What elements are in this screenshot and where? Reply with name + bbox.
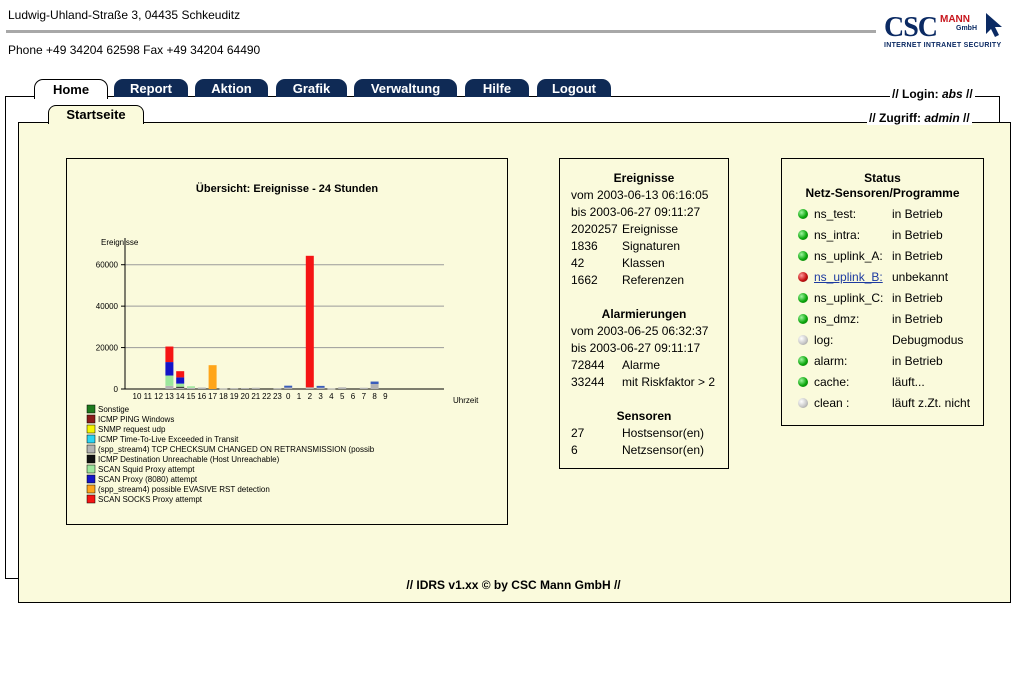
- tab-hilfe[interactable]: Hilfe: [465, 79, 529, 97]
- events-chart: [67, 159, 507, 524]
- hostsensor-label: Hostsensor(en): [622, 426, 705, 440]
- chart-bar-segment: [176, 384, 184, 387]
- x-tick-label: 20: [240, 392, 250, 401]
- chart-bar-segment: [219, 388, 227, 389]
- alarms-value: 72844: [571, 358, 605, 372]
- status-item-name: ns_intra:: [814, 228, 861, 242]
- legend-label: ICMP PING Windows: [98, 415, 175, 424]
- chart-bar-segment: [176, 377, 184, 383]
- x-tick-label: 14: [175, 392, 185, 401]
- x-tick-label: 16: [197, 392, 207, 401]
- legend-label: (spp_stream4) TCP CHECKSUM CHANGED ON RETRANSMISSION (possib: [98, 445, 375, 454]
- x-tick-label: 7: [361, 392, 367, 401]
- x-tick-label: 15: [186, 392, 196, 401]
- alarms-to: bis 2003-06-27 09:11:17: [571, 341, 701, 355]
- x-tick-label: 19: [229, 392, 239, 401]
- tab-home[interactable]: Home: [34, 79, 108, 99]
- x-tick-label: 0: [285, 392, 291, 401]
- tab-verwaltung[interactable]: Verwaltung: [354, 79, 457, 97]
- events-to: bis 2003-06-27 09:11:27: [571, 205, 701, 219]
- chart-bar-segment: [187, 386, 195, 387]
- signatures-value: 1836: [571, 239, 598, 253]
- access-info: [867, 111, 972, 125]
- x-tick-label: 1: [296, 392, 302, 401]
- login-info: [890, 87, 975, 101]
- x-tick-label: 9: [383, 392, 388, 401]
- status-item-state: in Betrieb: [892, 354, 943, 368]
- tab-report[interactable]: Report: [114, 79, 188, 97]
- events-count-label: Ereignisse: [622, 222, 679, 236]
- chart-bar-segment: [317, 386, 325, 388]
- events-title: Ereignisse: [613, 171, 675, 185]
- login-user: abs: [942, 87, 963, 101]
- x-tick-label: 3: [318, 392, 323, 401]
- status-item-state: in Betrieb: [892, 291, 943, 305]
- status-green-indicator-icon: [798, 251, 808, 261]
- references-label: Referenzen: [622, 273, 685, 287]
- legend-swatch: [87, 425, 95, 433]
- status-item-name: ns_uplink_C:: [814, 291, 884, 305]
- chart-bar-segment: [338, 387, 346, 389]
- logo-mann: MANN: [940, 14, 970, 25]
- x-tick-label: 17: [208, 392, 218, 401]
- logo-gmbh: GmbH: [956, 25, 977, 32]
- alarms-label: Alarme: [622, 358, 661, 372]
- status-green-indicator-icon: [798, 230, 808, 240]
- status-grey-indicator-icon: [798, 335, 808, 345]
- signatures-label: Signaturen: [622, 239, 681, 253]
- status-subtitle: Netz-Sensoren/Programme: [805, 186, 960, 200]
- events-summary-panel: [559, 158, 729, 469]
- events-chart-panel: [66, 158, 508, 525]
- legend-label: SNMP request udp: [98, 425, 166, 434]
- status-item-state: unbekannt: [892, 270, 949, 284]
- status-item-name: alarm:: [814, 354, 848, 368]
- status-panel: [781, 158, 984, 426]
- status-item-name[interactable]: ns_uplink_B:: [814, 270, 883, 284]
- chart-bar-segment: [371, 384, 379, 389]
- x-tick-label: 12: [154, 392, 164, 401]
- legend-swatch: [87, 455, 95, 463]
- chart-bar-segment: [284, 386, 292, 388]
- sensors-title: Sensoren: [616, 409, 672, 423]
- status-item-name: ns_test:: [814, 207, 857, 221]
- tab-logout[interactable]: Logout: [537, 79, 611, 97]
- chart-bar-segment: [165, 376, 173, 386]
- y-tick-label: 40000: [95, 302, 118, 312]
- status-green-indicator-icon: [798, 209, 808, 219]
- status-green-indicator-icon: [798, 314, 808, 324]
- chart-bar-segment: [360, 388, 368, 389]
- status-green-indicator-icon: [798, 356, 808, 366]
- y-axis-label: Ereignisse: [101, 238, 139, 247]
- references-value: 1662: [571, 273, 598, 287]
- x-tick-label: 8: [372, 392, 377, 401]
- status-item-name: clean :: [814, 396, 850, 410]
- x-tick-label: 11: [143, 392, 152, 401]
- legend-swatch: [87, 405, 95, 413]
- chart-bar-segment: [306, 387, 314, 389]
- chart-bar-segment: [371, 382, 379, 384]
- chart-bar-segment: [165, 362, 173, 375]
- legend-swatch: [87, 415, 95, 423]
- x-tick-label: 4: [329, 392, 334, 401]
- chart-bar-segment: [165, 386, 173, 389]
- tab-startseite[interactable]: Startseite: [48, 105, 144, 124]
- status-item-state: läuft z.Zt. nicht: [892, 396, 971, 410]
- classes-label: Klassen: [622, 256, 665, 270]
- footer-copyright: // IDRS v1.xx © by CSC Mann GmbH //: [406, 578, 621, 592]
- status-grey-indicator-icon: [798, 398, 808, 408]
- status-item-state: läuft...: [892, 375, 925, 389]
- legend-label: (spp_stream4) possible EVASIVE RST detection: [98, 485, 270, 494]
- chart-bar-segment: [165, 347, 173, 363]
- events-from: vom 2003-06-13 06:16:05: [571, 188, 709, 202]
- header-divider: [6, 30, 876, 33]
- company-address: Ludwig-Uhland-Straße 3, 04435 Schkeuditz: [8, 8, 241, 22]
- legend-swatch: [87, 495, 95, 503]
- legend-label: SCAN SOCKS Proxy attempt: [98, 495, 203, 504]
- legend-swatch: [87, 435, 95, 443]
- legend-swatch: [87, 485, 95, 493]
- zugriff-value: admin: [924, 111, 960, 125]
- status-red-indicator-icon: [798, 272, 808, 282]
- x-tick-label: 10: [132, 392, 142, 401]
- tab-aktion[interactable]: Aktion: [195, 79, 268, 97]
- status-title: Status: [864, 171, 901, 185]
- chart-bar-segment: [230, 388, 238, 389]
- x-axis-label: Uhrzeit: [453, 396, 479, 405]
- chart-bar-segment: [176, 371, 184, 377]
- status-item-name: ns_uplink_A:: [814, 249, 883, 263]
- csc-mann-logo: [882, 12, 1012, 54]
- zugriff-label: // Zugriff:: [869, 111, 921, 125]
- hostsensor-value: 27: [571, 426, 585, 440]
- x-tick-label: 2: [307, 392, 313, 401]
- events-count-value: 2020257: [571, 222, 618, 236]
- status-green-indicator-icon: [798, 293, 808, 303]
- logo-tagline: INTERNET INTRANET SECURITY: [884, 42, 1002, 49]
- chart-bar-segment: [176, 387, 184, 388]
- alarms-title: Alarmierungen: [601, 307, 687, 321]
- legend-label: ICMP Time-To-Live Exceeded in Transit: [98, 435, 239, 444]
- risk-alarms-label: mit Riskfaktor > 2: [622, 375, 716, 389]
- x-tick-label: 18: [218, 392, 228, 401]
- classes-value: 42: [571, 256, 585, 270]
- status-item-state: in Betrieb: [892, 207, 943, 221]
- x-tick-label: 23: [272, 392, 282, 401]
- logo-csc: CSC: [884, 12, 938, 43]
- chart-bar-segment: [284, 388, 292, 389]
- chart-bar-segment: [252, 388, 260, 389]
- legend-swatch: [87, 445, 95, 453]
- legend-label: SCAN Proxy (8080) attempt: [98, 475, 198, 484]
- status-item-name: log:: [814, 333, 834, 347]
- status-item-state: in Betrieb: [892, 249, 943, 263]
- chart-title: Übersicht: Ereignisse - 24 Stunden: [195, 183, 379, 195]
- login-label: // Login:: [892, 87, 939, 101]
- status-item-name: cache:: [814, 375, 850, 389]
- legend-label: ICMP Destination Unreachable (Host Unreachable): [98, 455, 280, 464]
- y-tick-label: 20000: [95, 343, 118, 353]
- chart-bar-segment: [327, 388, 335, 389]
- tab-grafik[interactable]: Grafik: [276, 79, 347, 97]
- status-item-state: Debugmodus: [892, 333, 964, 347]
- status-item-state: in Betrieb: [892, 228, 943, 242]
- chart-bar-segment: [187, 388, 195, 389]
- status-item-name: ns_dmz:: [814, 312, 860, 326]
- x-tick-label: 6: [350, 392, 356, 401]
- y-tick-label: 0: [113, 385, 118, 394]
- legend-swatch: [87, 465, 95, 473]
- alarms-from: vom 2003-06-25 06:32:37: [571, 324, 709, 338]
- netzsensor-label: Netzsensor(en): [622, 443, 705, 457]
- x-tick-label: 5: [339, 392, 345, 401]
- legend-label: SCAN Squid Proxy attempt: [98, 465, 195, 474]
- risk-alarms-value: 33244: [571, 375, 605, 389]
- status-item-state: in Betrieb: [892, 312, 943, 326]
- company-phone: Phone +49 34204 62598 Fax +49 34204 64490: [8, 43, 261, 57]
- netzsensor-value: 6: [571, 443, 578, 457]
- chart-bar-segment: [209, 365, 217, 389]
- chart-bar-segment: [241, 388, 249, 389]
- legend-label: Sonstige: [98, 405, 130, 414]
- cursor-arrow-icon: [984, 12, 1006, 38]
- legend-swatch: [87, 475, 95, 483]
- x-tick-label: 13: [164, 392, 174, 401]
- chart-bar-segment: [198, 388, 206, 389]
- chart-bar-segment: [317, 388, 325, 389]
- x-tick-label: 22: [262, 392, 272, 401]
- status-green-indicator-icon: [798, 377, 808, 387]
- zugriff-end: //: [963, 111, 970, 125]
- y-tick-label: 60000: [95, 260, 118, 270]
- chart-bar-segment: [273, 388, 281, 389]
- login-end: //: [966, 87, 973, 101]
- x-tick-label: 21: [251, 392, 261, 401]
- chart-bar-segment: [306, 256, 314, 388]
